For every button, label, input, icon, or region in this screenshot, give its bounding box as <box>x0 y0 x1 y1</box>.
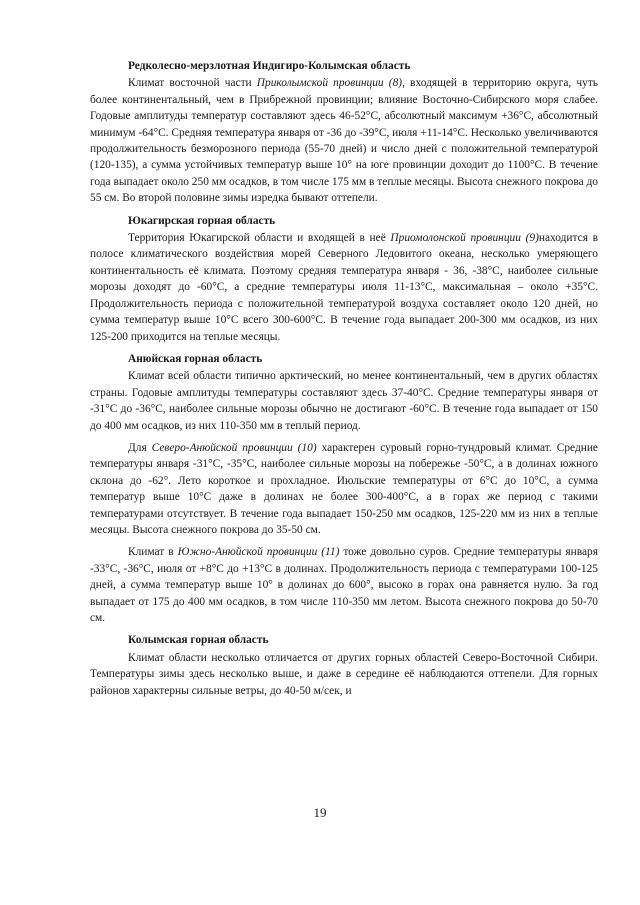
section-heading-anyui: Анюйская горная область <box>128 352 263 365</box>
province-name-severo-anyuiskaya: Северо-Анюйской провинции (10) <box>151 441 317 454</box>
section-heading-yukagir: Юкагирская горная область <box>128 214 276 227</box>
section-heading-kolyma: Колымская горная область <box>128 634 269 647</box>
paragraph-south-anyui: Климат в Южно-Анюйской провинции (11) тоже довольно суров. Средние температуры января -33°С, -36°С, июля от +8°С до +13°С в долинах. Продолжительность периода с температурами 100-125 дней, а сумма температур выше 10° в долинах до 600°, высоко в горах она равняется нулю. За год выпадает от 175 до 400 мм осадков, в том числе 110-350 мм летом. Высота снежного покрова до 50-70 см. <box>90 546 598 624</box>
province-name-prikolymskaya: Приколымской провинции (8) <box>256 77 403 90</box>
paragraph-anyui-general: Климат всей области типично арктический, но менее континентальный, чем в других областях страны. Годовые амплитуды температуры составляют здесь 37-40°С. Средние температуры января от -31°С до -36°С, наиболее сильные морозы обычно не достигают -60°С. В течение года выпадает от 150 до 400 мм осадков, из них 110-350 мм в теплый период. <box>90 370 598 432</box>
paragraph-yukagir: Территория Юкагирской области и входящей в неё Приомолонской провинции (9)находится в полосе климатического воздействия морей Северного Ледовитого океана, несколько умеряющего континентальность её климата. Поэтому средняя температура января - 36, -38°С, наиболее сильные морозы доходят до -60°С, а средние температуры июля 11-13°С, максимальная – около +35°С. Продолжительность периода с положительной температурой воздуха составляет около 120 дней, но сумма температур выше 10°С всего 300-600°С. В течение года выпадает 200-300 мм осадков, из них 125-200 приходится на теплые месяцы. <box>90 232 598 343</box>
page-number: 19 <box>313 805 327 820</box>
paragraph-kolyma: Климат области несколько отличается от других горных областей Северо-Восточной Сибири. Температуры зимы здесь несколько выше, и даже в середине её наблюдаются оттепели. Для горных районов характерны сильные ветры, до 40-50 м/сек, и <box>90 651 598 697</box>
province-name-yuzhno-anyuiskaya: Южно-Анюйской провинции (11) <box>177 546 340 559</box>
paragraph-indigiro-kolyma: Климат восточной части Приколымской провинции (8), входящей в территорию округа, чуть более континентальный, чем в Прибрежной провинции; влияние Восточно-Сибирского моря слабее. Годовые амплитуды температур составляют здесь 46-52°С, абсолютный максимум +36°С, абсолютный минимум -64°С. Средняя температура января от -36 до -39°С, июля +11-14°С. Несколько увеличиваются продолжительность безморозного периода (55-70 дней) и число дней с положительной температурой (120-135), а сумма устойчивых температур выше 10° на юге провинции доходит до 1100°С. В течение года выпадает около 250 мм осадков, в том числе 175 мм в теплые месяцы. Высота снежного покрова до 55 см. Во второй половине зимы изредка бывают оттепели. <box>90 77 598 205</box>
section-heading-indigiro-kolyma: Редколесно-мерзлотная Индигиро-Колымская область <box>128 60 411 72</box>
paragraph-north-anyui: Для Северо-Анюйской провинции (10) характерен суровый горно-тундровый климат. Средние температуры января -31°С, -35°С, наиболее сильные морозы на побережье -50°С, а в долинах южного склона до -62°. Лето короткое и прохладное. Июльские температуры от 6°С до 10°С, а сумма температур выше 10°С даже в долинах не более 300-400°С, а в горах же период с такими температурами отсутствует. В течение года выпадает 150-250 мм осадков, 125-220 мм из них в теплые месяцы. Высота снежного покрова до 35-50 см. <box>90 441 598 536</box>
document-page <box>90 58 598 699</box>
province-name-priomolonskaya: Приомолонской провинции (9) <box>390 232 539 245</box>
